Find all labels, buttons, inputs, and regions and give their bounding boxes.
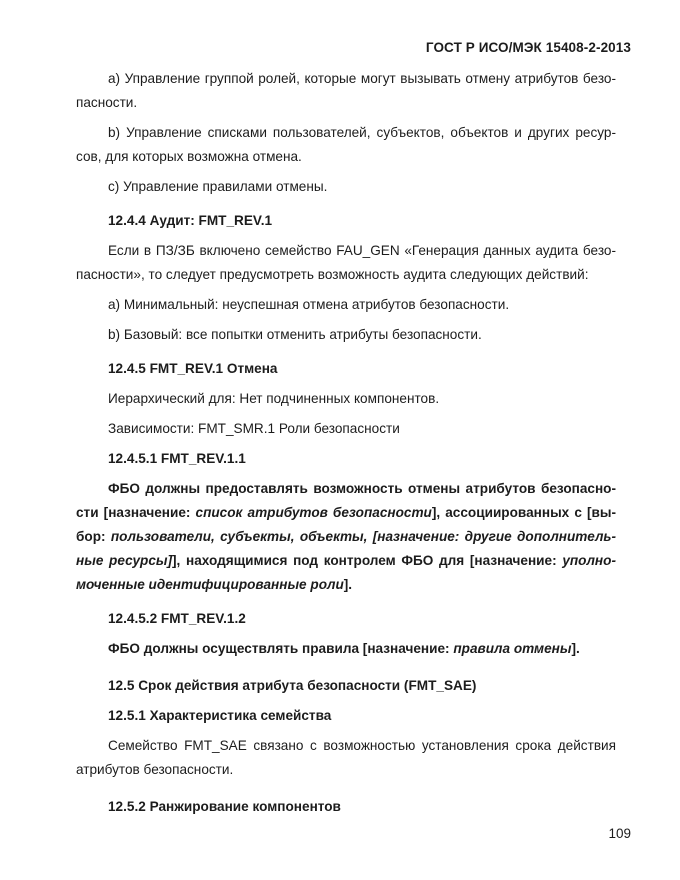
rev11-text-3: ], находящимися под контролем ФБО для [назначение:: [172, 553, 563, 568]
paragraph-hierarchical: Иерархический для: Нет подчиненных компонентов.: [108, 391, 440, 406]
page-content: [76, 67, 616, 819]
rev11-italic-3: уполно-моченные идентифицированные роли: [76, 553, 616, 592]
rev11-text-2: ], ассоциированных с [вы-бор:: [76, 505, 616, 544]
heading-12-4-5: 12.4.5 FMT_REV.1 Отмена: [108, 361, 278, 376]
paragraph-fmt-rev-1-1: [76, 477, 616, 597]
heading-12-4-4: 12.4.4 Аудит: FMT_REV.1: [108, 213, 273, 228]
heading-12-4-5-1: 12.4.5.1 FMT_REV.1.1: [108, 451, 246, 466]
page-number: 109: [608, 826, 631, 841]
rev11-text-4: ].: [343, 577, 353, 592]
paragraph-manage-roles: а) Управление группой ролей, которые могут вызывать отмену атрибутов безо-пасности.: [76, 71, 616, 110]
paragraph-audit-basic: b) Базовый: все попытки отменить атрибуты безопасности.: [108, 327, 482, 342]
paragraph-family-characteristic: Семейство FMT_SAE связано с возможностью установления срока действия атрибутов безопасности.: [76, 738, 616, 777]
heading-12-5-1: 12.5.1 Характеристика семейства: [108, 708, 332, 723]
paragraph-manage-rules: с) Управление правилами отмены.: [108, 179, 328, 194]
paragraph-audit-intro: Если в ПЗ/ЗБ включено семейство FAU_GEN «Генерация данных аудита безо-пасности», то следует предусмотреть возможность аудита следующих действий:: [76, 243, 616, 282]
paragraph-fmt-rev-1-2: [76, 637, 616, 661]
rev12-text-2: ].: [571, 641, 580, 656]
rev11-italic-1: список атрибутов безопасности: [195, 505, 432, 520]
paragraph-dependencies: Зависимости: FMT_SMR.1 Роли безопасности: [108, 421, 400, 436]
rev11-italic-2: пользователи, субъекты, объекты, [назначение: другие дополнитель-ные ресурсы]: [76, 529, 617, 568]
heading-12-4-5-2: 12.4.5.2 FMT_REV.1.2: [108, 611, 246, 626]
paragraph-manage-lists: b) Управление списками пользователей, субъектов, объектов и других ресур-сов, для которых возможна отмена.: [76, 125, 616, 164]
heading-12-5-2: 12.5.2 Ранжирование компонентов: [108, 799, 341, 814]
document-header: ГОСТ Р ИСО/МЭК 15408-2-2013: [425, 40, 631, 55]
paragraph-audit-minimal: а) Минимальный: неуспешная отмена атрибутов безопасности.: [108, 297, 510, 312]
rev12-text-1: ФБО должны осуществлять правила [назначение:: [108, 641, 454, 656]
rev11-text-1: ФБО должны предоставлять возможность отмены атрибутов безопасно-сти [назначение:: [76, 481, 616, 520]
heading-12-5: 12.5 Срок действия атрибута безопасности (FMT_SAE): [108, 678, 477, 693]
rev12-italic-1: правила отмены: [453, 641, 572, 656]
